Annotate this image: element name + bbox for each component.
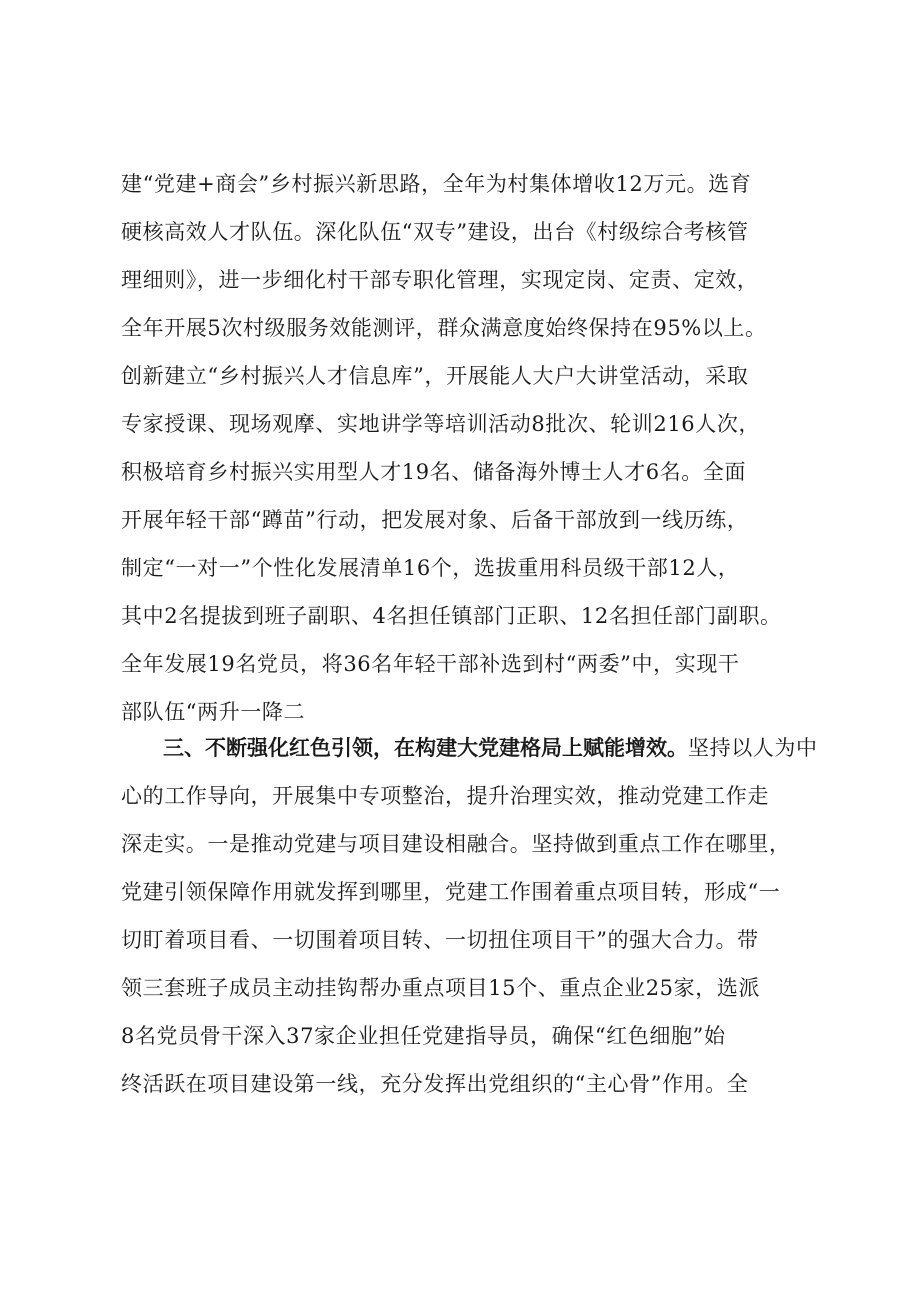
paragraph-line: 终活跃在项目建设第一线，充分发挥出党组织的“主心骨”作用。全 [121,1072,749,1096]
paragraph-line: 深走实。一是推动党建与项目建设相融合。坚持做到重点工作在哪里， [121,832,791,856]
paragraph-line: 创新建立“乡村振兴人才信息库”，开展能人大户大讲堂活动，采取 [121,364,749,388]
paragraph-line: 理细则》，进一步细化村干部专职化管理，实现定岗、定责、定效， [121,268,759,292]
paragraph-line: 党建引领保障作用就发挥到哪里，党建工作围着重点项目转，形成“一 [121,880,781,904]
paragraph-red-leadership [121,724,818,1108]
paragraph-line: 部队伍“两升一降二 [121,700,306,724]
paragraph-line: 全年发展19名党员，将36名年轻干部补选到村“两委”中，实现干 [121,652,740,676]
paragraph-line: 专家授课、现场观摩、实地讲学等培训活动8批次、轮训216人次， [121,412,761,436]
paragraph-line-rest: 坚持以人为中 [688,736,818,760]
section-heading: 三、不断强化红色引领，在构建大党建格局上赋能增效。 [163,736,688,760]
paragraph-first-line [121,724,818,772]
paragraph-line: 领三套班子成员主动挂钩帮办重点项目15个、重点企业25家，选派 [121,976,761,1000]
paragraph-line: 制定“一对一”个性化发展清单16个，选拔重用科员级干部12人， [121,556,740,580]
paragraph-line: 硬核高效人才队伍。深化队伍“双专”建设，出台《村级综合考核管 [121,220,749,244]
paragraph-line: 积极培育乡村振兴实用型人才19名、储备海外博士人才6名。全面 [121,460,747,484]
paragraph-line: 全年开展5次村级服务效能测评，群众满意度始终保持在95%以上。 [121,316,767,340]
paragraph-line: 其中2名提拔到班子副职、4名担任镇部门正职、12名担任部门副职。 [121,604,782,628]
paragraph-line: 开展年轻干部“蹲苗”行动，把发展对象、后备干部放到一线历练， [121,508,749,532]
paragraph-line: 切盯着项目看、一切围着项目转、一切扭住项目干”的强大合力。带 [121,928,759,952]
paragraph-line: 心的工作导向，开展集中专项整治，提升治理实效，推动党建工作走 [121,784,769,808]
paragraph-talent-team [121,160,801,736]
paragraph-line: 建“党建+商会”乡村振兴新思路，全年为村集体增收12万元。选育 [121,172,752,196]
paragraph-line: 8名党员骨干深入37家企业担任党建指导员，确保“红色细胞”始 [121,1024,726,1048]
